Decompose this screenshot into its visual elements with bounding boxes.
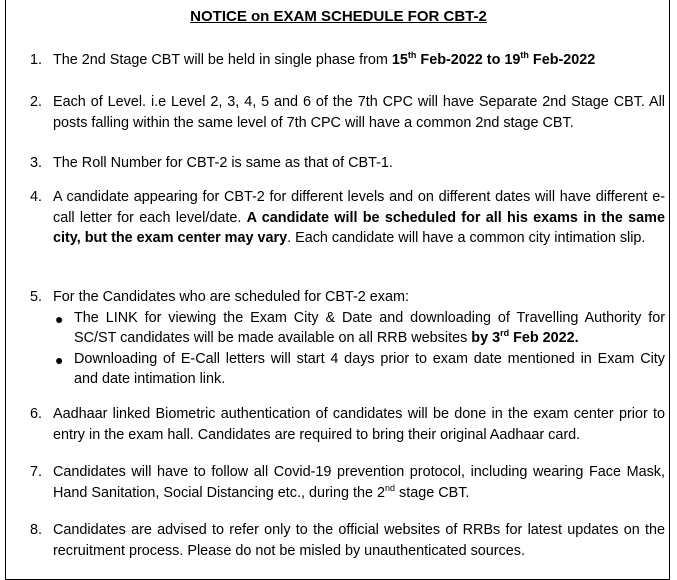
item-number: 7. [30,464,43,480]
deadline-day: by 3 [471,330,501,346]
list-item-4 [30,187,665,249]
deadline-suffix: rd [500,328,510,338]
date-from-suffix: th [407,50,417,60]
item-text [53,50,665,71]
item-text-part: The LINK for viewing the Exam City & Date and downloading of Travelling Authority for SC/ST candidates will be made available on all RRB websites [74,309,665,346]
list-item-2 [30,92,665,133]
item-number: 2. [30,94,43,110]
date-range-mid: Feb-2022 to 19 [416,52,521,68]
item-text-bold: A candidate will be scheduled for all his exams in the same city, but the exam center may vary [53,209,665,246]
item-number: 8. [30,522,43,538]
item-text-part: Downloading of E-Call letters will start 4 days prior to exam date mentioned in Exam City and date intimation link. [74,350,665,387]
item-text [53,462,665,503]
deadline-rest: Feb 2022. [509,330,579,346]
item-number: 1. [30,52,43,68]
item-number: 3. [30,155,43,171]
item-text-part: . Each candidate will have a common city intimation slip. [287,230,646,246]
item-text-part: The 2nd Stage CBT will be held in single phase from [53,52,392,68]
date-from-day: 15 [391,52,408,68]
date-from [392,52,595,68]
ordinal-suffix: nd [384,482,395,493]
list-item-5 [30,287,665,390]
item-text-part: Candidates will have to follow all Covid-19 prevention protocol, including wearing Face Mask, Hand Sanitation, Social Distancing etc., during the 2 [53,464,665,501]
list-item-8 [30,520,665,561]
list-item-3 [30,153,665,174]
item-text: The Roll Number for CBT-2 is same as that of CBT-1. [53,155,393,171]
bullet-icon: ● [55,351,64,368]
item-text: Aadhaar linked Biometric authentication of candidates will be done in the exam center prior to entry in the exam hall. Candidates are required to bring their original Aadhaar card. [53,406,665,443]
list-item-7 [30,462,665,503]
date-to-suffix: th [520,50,529,60]
notice-title: NOTICE on EXAM SCHEDULE FOR CBT-2 [190,8,487,25]
sub-bullet-1 [30,308,665,349]
list-item-1 [30,50,665,71]
item-text [53,187,665,249]
item-text: Each of Level. i.e Level 2, 3, 4, 5 and 6 of the 7th CPC will have Separate 2nd Stage CBT. All posts falling within the same level of 7th CPC will have a common 2nd stage CBT. [53,94,665,131]
item-text: For the Candidates who are scheduled for CBT-2 exam: [53,289,409,305]
sub-bullet-2 [30,349,665,390]
item-number: 5. [30,289,43,305]
item-text: Candidates are advised to refer only to the official websites of RRBs for latest updates on the recruitment process. Please do not be misled by unauthenticated sources. [53,522,665,559]
date-to-rest: Feb-2022 [528,52,596,68]
item-number: 4. [30,189,43,205]
sub-bullet-list [30,308,665,390]
date-deadline [471,330,578,346]
bullet-icon: ● [55,310,64,327]
item-text-part: A candidate appearing for CBT-2 for different levels and on different dates will have different e-call letter for each level/date. [53,189,665,226]
list-item-6 [30,404,665,445]
item-text-part: stage CBT. [395,484,470,501]
item-number: 6. [30,406,43,422]
